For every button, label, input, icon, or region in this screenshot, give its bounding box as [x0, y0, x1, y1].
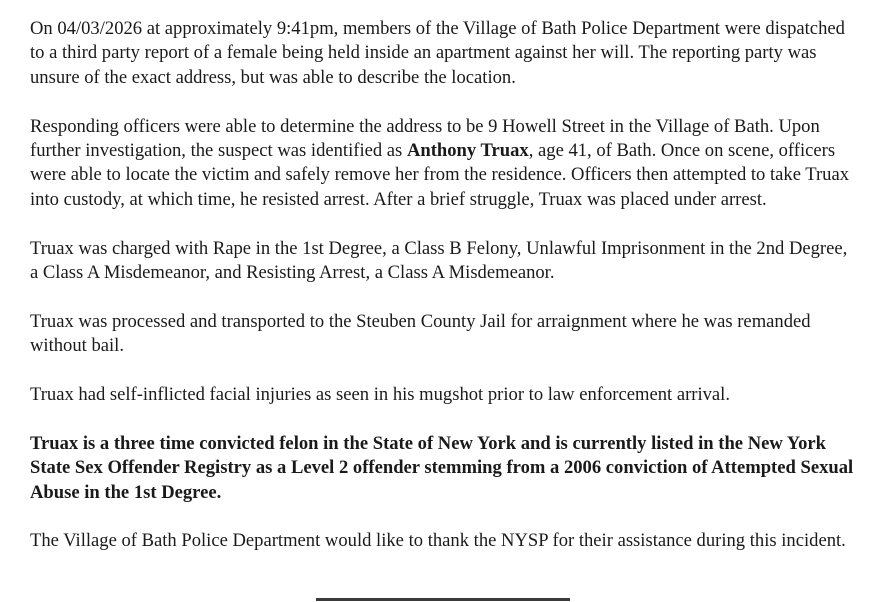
bottom-divider — [316, 598, 570, 601]
paragraph-charges: Truax was charged with Rape in the 1st Degree, a Class B Felony, Unlawful Imprisonment in the 2nd Degree, a Class A Misdemeanor, and Resisting Arrest, a Class A Misdemeanor. — [30, 237, 848, 284]
paragraph-dispatch: On 04/03/2026 at approximately 9:41pm, members of the Village of Bath Police Department were dispatched to a third party report of a female being held inside an apartment against her will. The reporting party was unsure of the exact address, but was able to describe the location. — [30, 18, 845, 88]
suspect-name: Anthony Truax — [406, 140, 529, 162]
press-release-body — [30, 17, 860, 578]
paragraph-investigation — [30, 115, 860, 213]
investigation-text-start: Responding officers were able to determine the address to be 9 Howell Street in the Village of Bath. Upon further investigation, the suspect was identified as — [30, 115, 820, 162]
paragraph-injuries: Truax had self-inflicted facial injuries as seen in his mugshot prior to law enforcement arrival. — [30, 384, 730, 406]
paragraph-thanks: The Village of Bath Police Department would like to thank the NYSP for their assistance during this incident. — [30, 530, 846, 552]
paragraph-processing: Truax was processed and transported to the Steuben County Jail for arraignment where he was remanded without bail. — [30, 310, 811, 357]
investigation-text-end: , age 41, of Bath. Once on scene, officers were able to locate the victim and safely remove her from the residence. Officers then attempted to take Truax into custody, at which time, he resisted arrest. After a brief struggle, Truax was placed under arrest. — [30, 140, 850, 210]
paragraph-criminal-history: Truax is a three time convicted felon in the State of New York and is currently listed in the New York State Sex Offender Registry as a Level 2 offender stemming from a 2006 conviction of Attempted Sexual Abuse in the 1st Degree. — [30, 432, 854, 503]
